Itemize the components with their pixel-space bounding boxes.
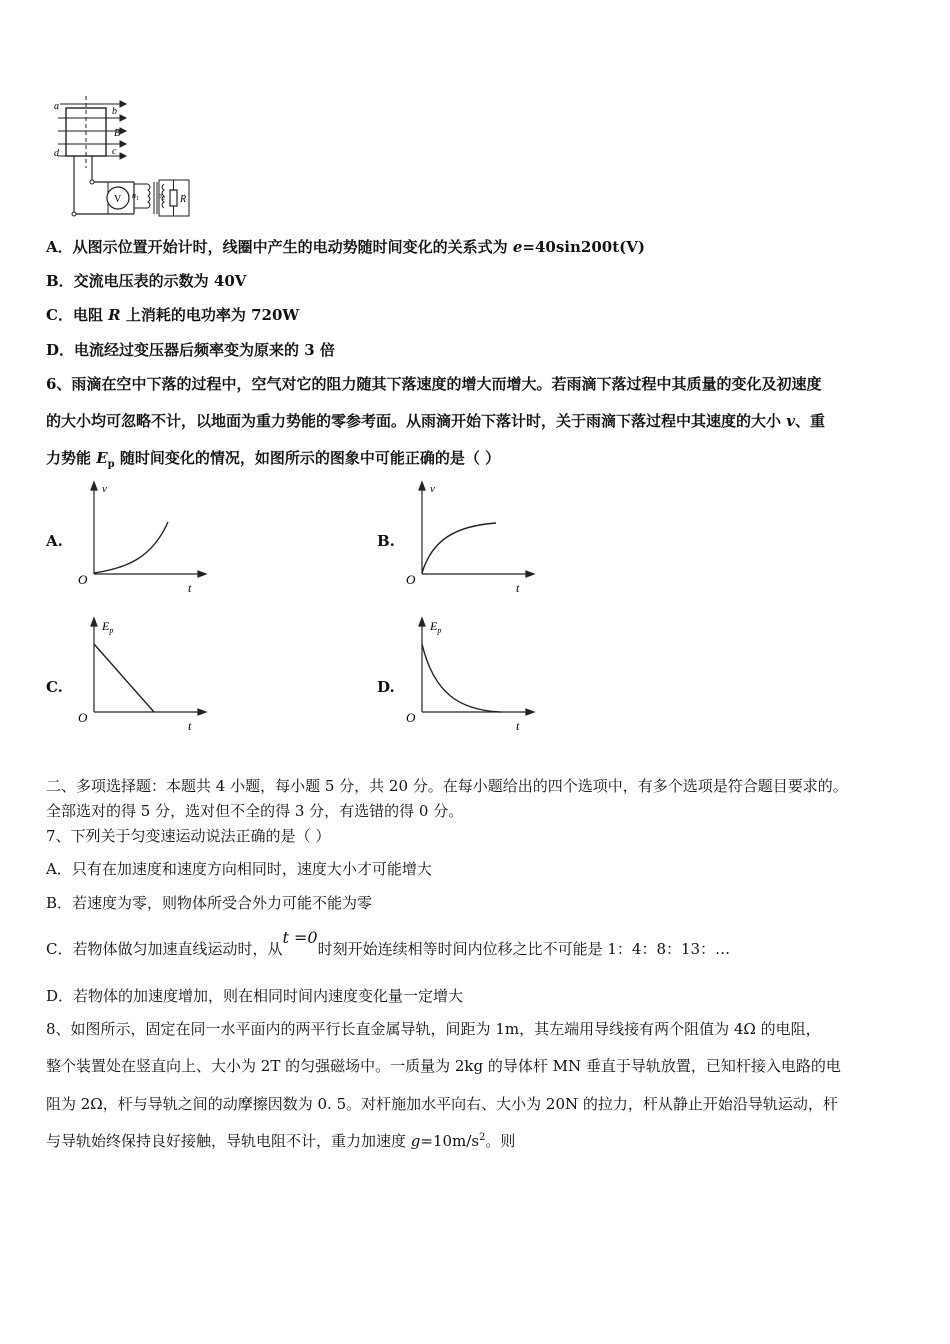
- q8-line2: 整个装置处在竖直向上、大小为 2T 的匀强磁场中。一质量为 2kg 的导体杆 MN 垂直于导轨放置，已知杆接入电路的电: [46, 1057, 841, 1075]
- q7-option-c-prefix: C．若物体做匀加速直线运动时，从: [46, 940, 283, 958]
- q7-option-c-suffix: 时刻开始连续相等时间内位移之比不可能是 1：4：8：13：…: [317, 940, 731, 958]
- graph-d-label: D.: [377, 678, 395, 696]
- label-B: B: [114, 128, 121, 139]
- q7-option-d: D．若物体的加速度增加，则在相同时间内速度变化量一定增大: [46, 987, 464, 1005]
- q8-line4-prefix: 与导轨始终保持良好接触，导轨电阻不计，重力加速度: [46, 1132, 411, 1150]
- graph-d-yaxis: $E_p$: [430, 619, 442, 635]
- label-V: V: [114, 194, 122, 205]
- q5-option-c-suffix: 上消耗的电功率为 720W: [120, 306, 300, 324]
- graph-b-yaxis: v: [430, 483, 435, 495]
- q5-option-c-prefix: C．电阻: [46, 306, 109, 324]
- label-R: R: [180, 194, 187, 205]
- q5-option-d: D．电流经过变压器后频率变为原来的 3 倍: [46, 341, 335, 359]
- q7-stem: 7、下列关于匀变速运动说法正确的是（ ）: [46, 827, 331, 845]
- label-b: b: [112, 106, 117, 117]
- graph-b: [400, 478, 540, 598]
- q5-option-a: [46, 236, 645, 257]
- q7-option-c-formula: t =0: [282, 928, 318, 947]
- q6-stem-line3: [46, 447, 500, 470]
- q8-line4-suffix: 。则: [485, 1132, 516, 1150]
- q6-line2-prefix: 的大小均可忽略不计，以地面为重力势能的零参考面。从雨滴开始下落计时，关于雨滴下落过程中其速度的大小: [46, 412, 787, 430]
- label-a: a: [54, 101, 59, 112]
- graph-a-label: A.: [46, 532, 63, 550]
- q7-option-b: B．若速度为零，则物体所受合外力可能不能为零: [46, 894, 373, 912]
- q8-line4-sup: 2: [479, 1132, 486, 1143]
- graph-b-origin: O: [406, 572, 416, 587]
- q6-line3-prefix: 力势能: [46, 449, 97, 467]
- q6-line2-var: v: [786, 412, 795, 430]
- q8-line1: 8、如图所示，固定在同一水平面内的两平行长直金属导轨，间距为 1m，其左端用导线接有两个阻值为 4Ω 的电阻，: [46, 1020, 821, 1038]
- q8-line4-var: g: [410, 1132, 421, 1150]
- label-n1: $n_1$: [132, 191, 139, 202]
- q6-line3-var: E: [96, 449, 108, 467]
- q7-option-a: A．只有在加速度和速度方向相同时，速度大小才可能增大: [46, 860, 432, 878]
- generator-transformer-figure: [44, 96, 204, 220]
- q5-option-a-var: e: [512, 238, 523, 256]
- graph-a-origin: O: [78, 572, 88, 587]
- q6-line3-suffix: 随时间变化的情况，如图所示的图象中可能正确的是（ ）: [114, 449, 501, 467]
- graph-c-xaxis: t: [188, 719, 192, 733]
- q6-stem-line2: [46, 410, 825, 431]
- graph-b-label: B.: [377, 532, 395, 550]
- q5-option-a-expr: =40sin200t(V): [522, 238, 645, 256]
- graph-a-xaxis: t: [188, 581, 192, 595]
- q7-option-c: [46, 928, 731, 959]
- graph-a: [72, 478, 212, 598]
- q6-line2-suffix: 、重: [794, 412, 825, 430]
- q5-option-a-prefix: A．从图示位置开始计时，线圈中产生的电动势随时间变化的关系式为: [46, 238, 513, 256]
- q6-stem-line1: 6、雨滴在空中下落的过程中，空气对它的阻力随其下落速度的增大而增大。若雨滴下落过程中其质量的变化及初速度: [46, 375, 822, 393]
- graph-d-origin: O: [406, 710, 416, 725]
- q5-option-c: [46, 304, 299, 325]
- graph-c-label: C.: [46, 678, 63, 696]
- graph-d: [400, 614, 540, 734]
- graph-a-yaxis: v: [102, 483, 107, 495]
- graph-d-xaxis: t: [516, 719, 520, 733]
- q5-option-b: B．交流电压表的示数为 40V: [46, 272, 247, 290]
- graph-c-yaxis: $E_p$: [102, 619, 114, 635]
- q8-line4: [46, 1130, 515, 1151]
- section2-line2: 全部选对的得 5 分，选对但不全的得 3 分，有选错的得 0 分。: [46, 802, 464, 820]
- section2-line1: 二、多项选择题：本题共 4 小题，每小题 5 分，共 20 分。在每小题给出的四个选项中，有多个选项是符合题目要求的。: [46, 777, 848, 795]
- label-n2: $n_2$: [158, 191, 165, 202]
- q6-line3-sub: p: [107, 459, 115, 470]
- graph-c-origin: O: [78, 710, 88, 725]
- q8-line4-mid: =10m/s: [420, 1132, 480, 1150]
- graph-b-xaxis: t: [516, 581, 520, 595]
- q8-line3: 阻为 2Ω，杆与导轨之间的动摩擦因数为 0. 5。对杆施加水平向右、大小为 20N 的拉力，杆从静止开始沿导轨运动，杆: [46, 1095, 838, 1113]
- graph-c: [72, 614, 212, 734]
- q5-option-c-var: R: [108, 306, 121, 324]
- label-c: c: [112, 146, 117, 157]
- label-d: d: [54, 148, 59, 159]
